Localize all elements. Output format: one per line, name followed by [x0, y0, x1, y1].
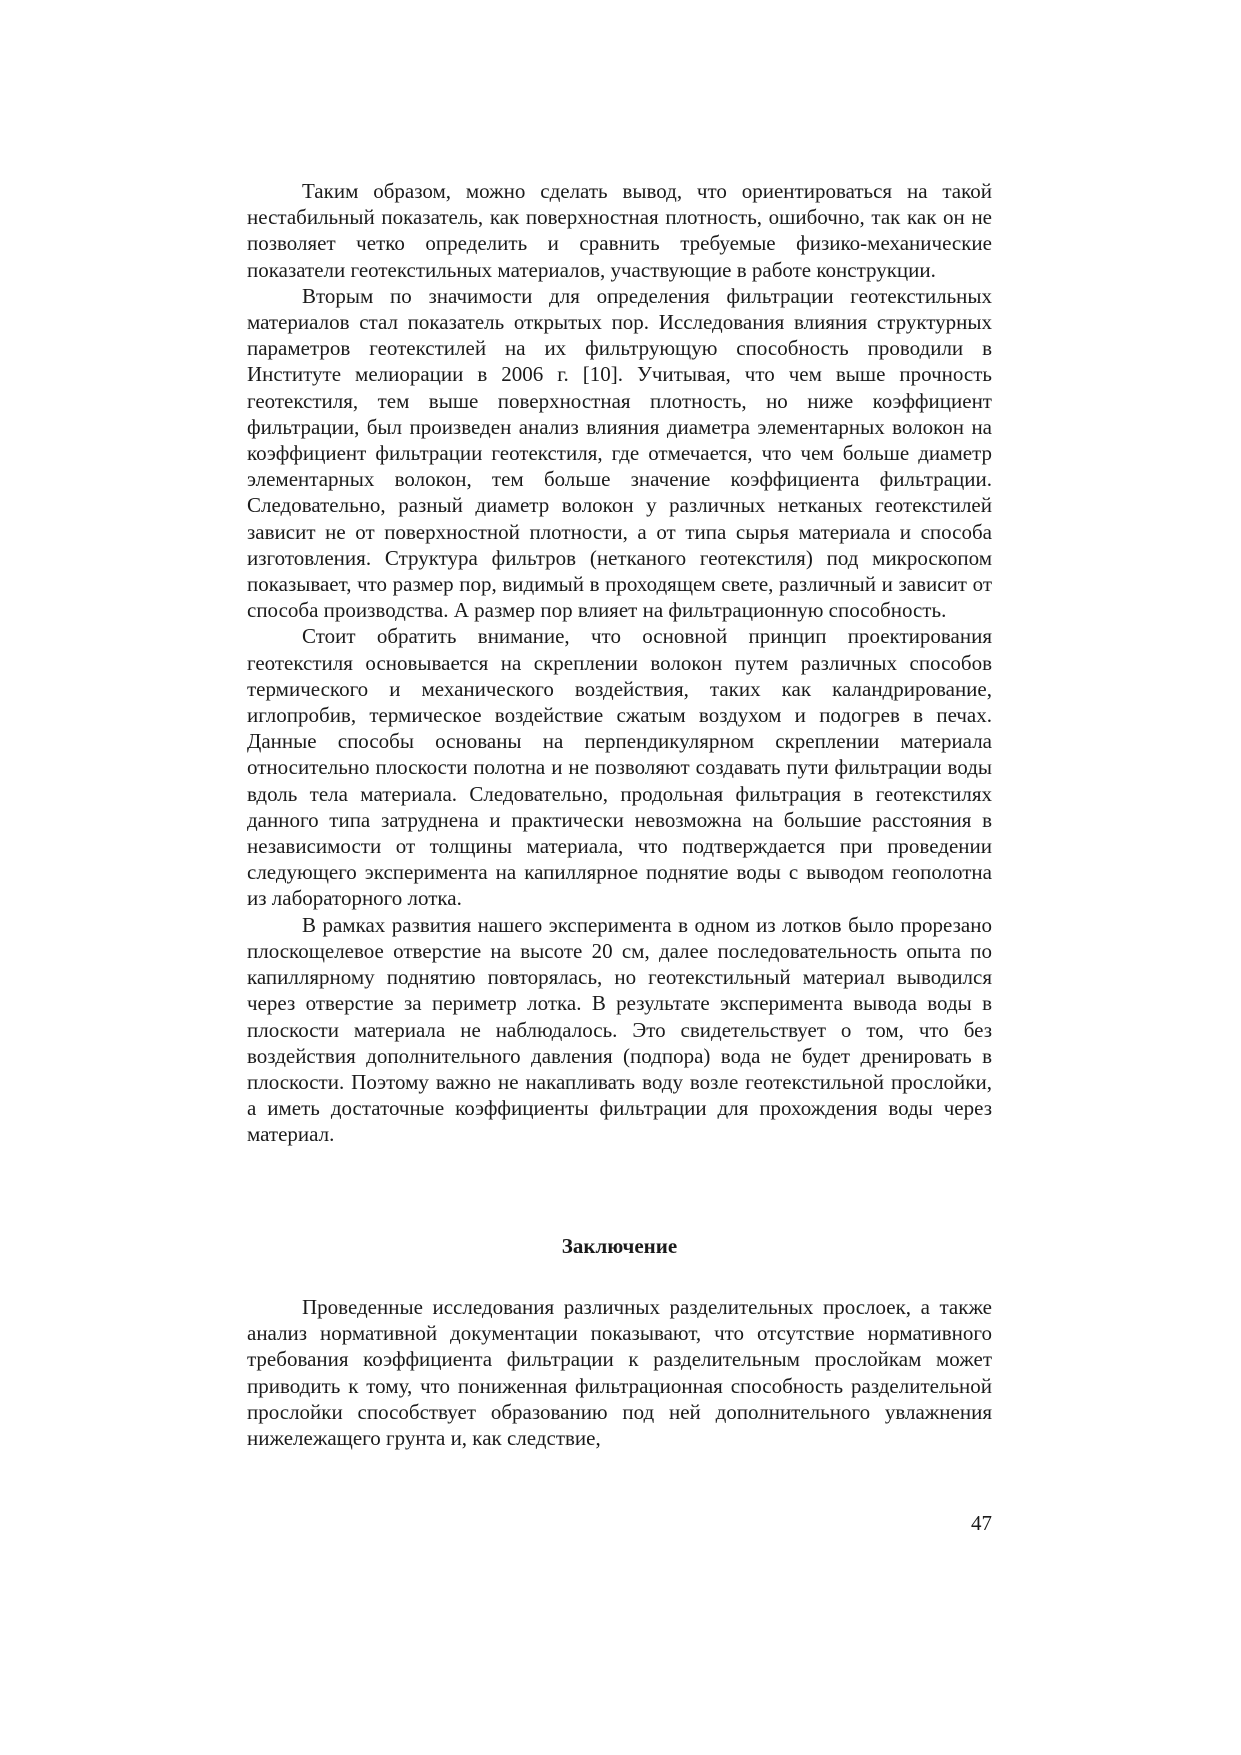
section-heading-conclusion: Заключение [561, 1234, 678, 1258]
body-text [247, 178, 992, 1148]
page-number: 47 [971, 1511, 992, 1535]
conclusion-text [247, 1294, 992, 1451]
paragraph-open-pores: Вторым по значимости для определения фильтрации геотекстильных материалов стал показатель открытых пор. Исследования влияния структурных параметров геотекстилей на их фильтрующую способность проводили в Институте мелиорации в 2006 г. [10]. Учитывая, что чем выше прочность геотекстиля, тем выше поверхностная плотность, но ниже коэффициент фильтрации, был произведен анализ влияния диаметра элементарных волокон на коэффициент фильтрации геотекстиля, где отмечается, что чем больше диаметр элементарных волокон, тем больше значение коэффициента фильтрации. Следовательно, разный диаметр волокон у различных нетканых геотекстилей зависит не от поверхностной плотности, а от типа сырья материала и способа изготовления. Структура фильтров (нетканого геотекстиля) под микроскопом показывает, что размер пор, видимый в проходящем свете, различный и зависит от способа производства. А размер пор влияет на фильтрационную способность. [247, 283, 992, 623]
paragraph-design-principle: Стоит обратить внимание, что основной принцип проектирования геотекстиля основывается на скреплении волокон путем различных способов термического и механического воздействия, таких как каландрирование, иглопробив, термическое воздействие сжатым воздухом и подогрев в печах. Данные способы основаны на перпендикулярном скреплении материала относительно плоскости полотна и не позволяют создавать пути фильтрации воды вдоль тела материала. Следовательно, продольная фильтрация в геотекстилях данного типа затруднена и практически невозможна на большие расстояния в независимости от толщины материала, что подтверждается при проведении следующего эксперимента на капиллярное поднятие воды с выводом геополотна из лабораторного лотка. [247, 624, 992, 911]
paragraph-experiment: В рамках развития нашего эксперимента в одном из лотков было прорезано плоскощелевое отверстие на высоте 20 см, далее последовательность опыта по капиллярному поднятию повторялась, но геотекстильный материал выводился через отверстие за периметр лотка. В результате эксперимента вывода воды в плоскости материала не наблюдалось. Это свидетельствует о том, что без воздействия дополнительного давления (подпора) вода не будет дренировать в плоскости. Поэтому важно не накапливать воду возле геотекстильной прослойки, а иметь достаточные коэффициенты фильтрации для прохождения воды через материал. [247, 912, 992, 1147]
paragraph-conclusion: Проведенные исследования различных разделительных прослоек, а также анализ нормативной документации показывают, что отсутствие нормативного требования коэффициента фильтрации к разделительным прослойкам может приводить к тому, что пониженная фильтрационная способность разделительной прослойки способствует образованию под ней дополнительного увлажнения нижележащего грунта и, как следствие, [247, 1295, 992, 1451]
paragraph-conclusion-on-surface-density: Таким образом, можно сделать вывод, что ориентироваться на такой нестабильный показатель, как поверхностная плотность, ошибочно, так как он не позволяет четко определить и сравнить требуемые физико-механические показатели геотекстильных материалов, участвующие в работе конструкции. [247, 179, 992, 282]
